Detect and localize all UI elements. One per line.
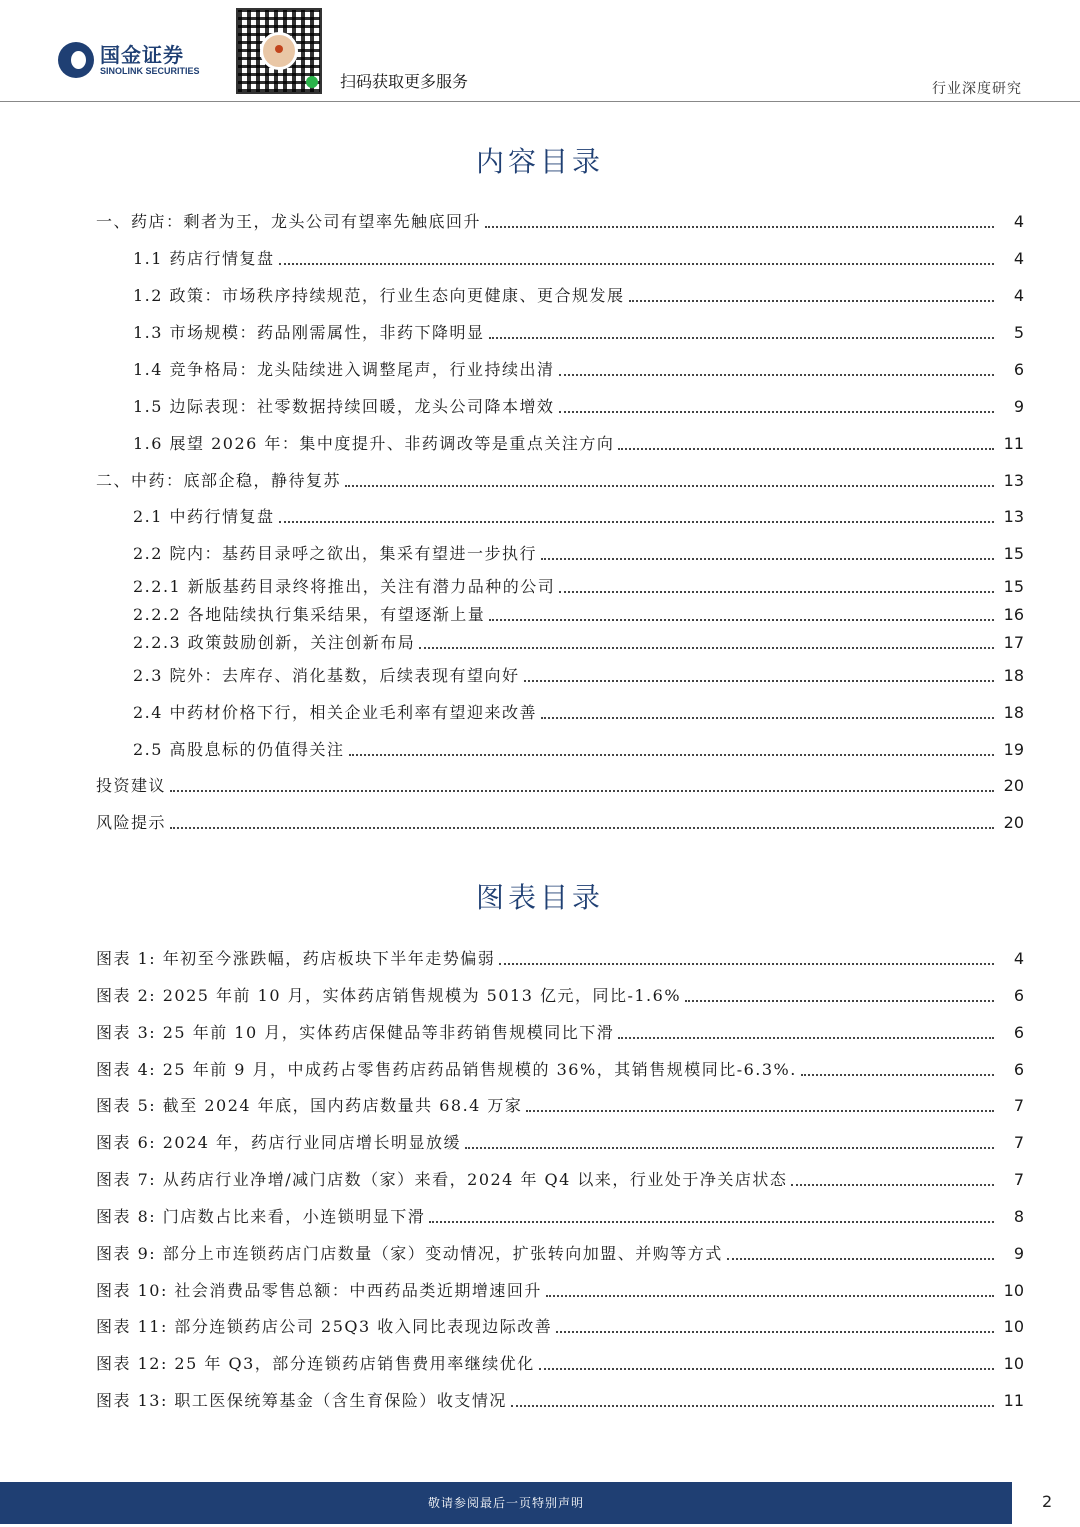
dot-leader: [618, 1037, 994, 1039]
contents-entry-page: 15: [1003, 577, 1024, 596]
figure-entry-label: 图表 13: 职工医保统筹基金（含生育保险）收支情况: [96, 1391, 507, 1410]
dot-leader: [618, 448, 994, 450]
wechat-badge-icon: [306, 76, 318, 88]
figure-entry-page: 4: [1013, 949, 1024, 968]
figure-entry-page: 6: [1013, 986, 1024, 1005]
contents-entry[interactable]: [133, 663, 1024, 687]
contents-entry-label: 1.6 展望 2026 年：集中度提升、非药调改等是重点关注方向: [133, 434, 615, 453]
scan-prompt: 扫码获取更多服务: [340, 72, 469, 91]
dot-leader: [419, 647, 994, 649]
figure-entry[interactable]: [96, 1093, 1024, 1117]
contents-entry[interactable]: [133, 700, 1024, 724]
contents-entry-label: 2.3 院外：去库存、消化基数，后续表现有望向好: [133, 666, 520, 685]
contents-entry-label: 1.3 市场规模：药品刚需属性，非药下降明显: [133, 323, 485, 342]
contents-entry[interactable]: [133, 431, 1024, 455]
contents-entry-label: 1.1 药店行情复盘: [133, 249, 275, 268]
qr-code-icon[interactable]: [236, 8, 322, 94]
contents-entry[interactable]: [133, 541, 1024, 565]
contents-entry[interactable]: [133, 394, 1024, 418]
contents-entry-page: 4: [1013, 249, 1024, 268]
contents-entry[interactable]: [96, 773, 1024, 797]
logo-english-name: SINOLINK SECURITIES: [100, 65, 200, 76]
contents-title: 内容目录: [475, 145, 604, 178]
dot-leader: [526, 1110, 994, 1112]
contents-entry[interactable]: [133, 574, 1024, 598]
figure-entry-label: 图表 4: 25 年前 9 月，中成药占零售药店药品销售规模的 36%，其销售规模同比-6.3%.: [96, 1060, 797, 1079]
dot-leader: [685, 1000, 994, 1002]
contents-entry-label: 投资建议: [96, 776, 167, 795]
contents-entry-page: 16: [1003, 605, 1024, 624]
footer-bar: [0, 1482, 1012, 1524]
contents-entry-label: 2.4 中药材价格下行，相关企业毛利率有望迎来改善: [133, 703, 538, 722]
contents-entry-page: 17: [1003, 633, 1024, 652]
figure-entry-label: 图表 3: 25 年前 10 月，实体药店保健品等非药销售规模同比下滑: [96, 1023, 615, 1042]
dot-leader: [541, 558, 994, 560]
dot-leader: [541, 717, 994, 719]
dot-leader: [801, 1074, 994, 1076]
contents-entry[interactable]: [96, 810, 1024, 834]
report-category: 行业深度研究: [932, 81, 1022, 97]
contents-entry[interactable]: [133, 737, 1024, 761]
contents-entry-page: 4: [1013, 286, 1024, 305]
figure-entry-page: 10: [1003, 1281, 1024, 1300]
figure-entry-page: 7: [1013, 1133, 1024, 1152]
contents-entry-page: 13: [1003, 507, 1024, 526]
contents-entry-label: 2.2 院内：基药目录呼之欲出，集采有望进一步执行: [133, 544, 538, 563]
figure-entry[interactable]: [96, 1130, 1024, 1154]
contents-entry-page: 11: [1003, 434, 1024, 453]
dot-leader: [791, 1184, 994, 1186]
dot-leader: [727, 1258, 994, 1260]
figure-entry-page: 10: [1003, 1354, 1024, 1373]
contents-entry-page: 18: [1003, 666, 1024, 685]
contents-entry[interactable]: [133, 320, 1024, 344]
contents-entry[interactable]: [133, 602, 1024, 626]
dot-leader: [345, 485, 994, 487]
logo-mark-icon: [58, 42, 94, 78]
dot-leader: [556, 1331, 994, 1333]
figure-entry-page: 10: [1003, 1317, 1024, 1336]
contents-entry[interactable]: [96, 468, 1024, 492]
figure-entry-label: 图表 12: 25 年 Q3，部分连锁药店销售费用率继续优化: [96, 1354, 535, 1373]
footer-notice: 敬请参阅最后一页特别声明: [427, 1496, 584, 1510]
dot-leader: [279, 521, 994, 523]
dot-leader: [524, 680, 994, 682]
figure-entry[interactable]: [96, 1388, 1024, 1412]
figure-entry[interactable]: [96, 1314, 1024, 1338]
contents-entry-label: 风险提示: [96, 813, 167, 832]
contents-entry[interactable]: [133, 357, 1024, 381]
contents-entry-page: 19: [1003, 740, 1024, 759]
contents-entry-label: 二、中药：底部企稳，静待复苏: [96, 471, 342, 490]
dot-leader: [629, 300, 994, 302]
contents-entry-page: 9: [1013, 397, 1024, 416]
page-number: 2: [1042, 1492, 1053, 1511]
figure-entry-page: 11: [1003, 1391, 1024, 1410]
contents-entry-label: 一、药店：剩者为王，龙头公司有望率先触底回升: [96, 212, 482, 231]
figure-entry-page: 8: [1013, 1207, 1024, 1226]
figure-entry-label: 图表 11: 部分连锁药店公司 25Q3 收入同比表现边际改善: [96, 1317, 553, 1336]
contents-entry-page: 6: [1013, 360, 1024, 379]
qr-center-logo-icon: [260, 32, 298, 70]
contents-entry-label: 2.5 高股息标的仍值得关注: [133, 740, 345, 759]
contents-entry-page: 4: [1013, 212, 1024, 231]
contents-entry-page: 13: [1003, 471, 1024, 490]
figure-entry[interactable]: [96, 983, 1024, 1007]
logo-chinese-name: 国金证券: [100, 42, 184, 67]
dot-leader: [465, 1147, 994, 1149]
figure-entry-label: 图表 6: 2024 年，药店行业同店增长明显放缓: [96, 1133, 462, 1152]
figure-entry[interactable]: [96, 946, 1024, 970]
dot-leader: [170, 790, 994, 792]
page-header: [0, 0, 1080, 102]
dot-leader: [485, 226, 994, 228]
dot-leader: [511, 1405, 994, 1407]
figure-entry-page: 6: [1013, 1023, 1024, 1042]
contents-entry-label: 2.2.3 政策鼓励创新，关注创新布局: [133, 633, 416, 652]
figure-entry-page: 7: [1013, 1096, 1024, 1115]
figure-entry-page: 7: [1013, 1170, 1024, 1189]
figure-entry-page: 9: [1013, 1244, 1024, 1263]
contents-entry-label: 2.1 中药行情复盘: [133, 507, 275, 526]
contents-entry-label: 1.2 政策：市场秩序持续规范，行业生态向更健康、更合规发展: [133, 286, 625, 305]
contents-entry[interactable]: [133, 283, 1024, 307]
figure-entry[interactable]: [96, 1241, 1024, 1265]
dot-leader: [170, 827, 994, 829]
contents-entry-page: 15: [1003, 544, 1024, 563]
figure-entry-label: 图表 9: 部分上市连锁药店门店数量（家）变动情况，扩张转向加盟、并购等方式: [96, 1244, 723, 1263]
figure-entry[interactable]: [96, 1278, 1024, 1302]
contents-entry-label: 2.2.2 各地陆续执行集采结果，有望逐渐上量: [133, 605, 486, 624]
dot-leader: [546, 1295, 994, 1297]
contents-entry-page: 18: [1003, 703, 1024, 722]
contents-entry-page: 20: [1003, 776, 1024, 795]
figure-entry-label: 图表 10: 社会消费品零售总额：中西药品类近期增速回升: [96, 1281, 542, 1300]
figure-entry[interactable]: [96, 1351, 1024, 1375]
figures-title: 图表目录: [475, 881, 604, 914]
contents-entry-page: 20: [1003, 813, 1024, 832]
dot-leader: [489, 337, 994, 339]
contents-entry-label: 1.4 竞争格局：龙头陆续进入调整尾声，行业持续出清: [133, 360, 555, 379]
dot-leader: [349, 754, 994, 756]
header-divider: [0, 101, 1080, 102]
dot-leader: [559, 591, 994, 593]
dot-leader: [539, 1368, 994, 1370]
figure-entry-label: 图表 2: 2025 年前 10 月，实体药店销售规模为 5013 亿元，同比-1.6%: [96, 986, 682, 1005]
dot-leader: [499, 963, 994, 965]
dot-leader: [559, 374, 994, 376]
contents-entry-label: 2.2.1 新版基药目录终将推出，关注有潜力品种的公司: [133, 577, 556, 596]
figure-entry[interactable]: [96, 1020, 1024, 1044]
contents-entry-page: 5: [1013, 323, 1024, 342]
contents-entry[interactable]: [133, 504, 1024, 528]
dot-leader: [429, 1221, 994, 1223]
dot-leader: [489, 619, 994, 621]
contents-entry[interactable]: [133, 246, 1024, 270]
figure-entry-label: 图表 1: 年初至今涨跌幅，药店板块下半年走势偏弱: [96, 949, 496, 968]
figure-entry-label: 图表 5: 截至 2024 年底，国内药店数量共 68.4 万家: [96, 1096, 523, 1115]
contents-entry[interactable]: [133, 630, 1024, 654]
figure-entry[interactable]: [96, 1167, 1024, 1191]
company-logo: [58, 42, 200, 78]
figure-entry[interactable]: [96, 1204, 1024, 1228]
contents-entry[interactable]: [96, 209, 1024, 233]
dot-leader: [559, 411, 994, 413]
figure-entry-page: 6: [1013, 1060, 1024, 1079]
dot-leader: [279, 263, 994, 265]
contents-entry-label: 1.5 边际表现：社零数据持续回暖，龙头公司降本增效: [133, 397, 555, 416]
figure-entry[interactable]: [96, 1057, 1024, 1081]
figure-entry-label: 图表 7: 从药店行业净增/减门店数（家）来看，2024 年 Q4 以来，行业处于净关店状态: [96, 1170, 788, 1189]
figure-entry-label: 图表 8: 门店数占比来看，小连锁明显下滑: [96, 1207, 426, 1226]
